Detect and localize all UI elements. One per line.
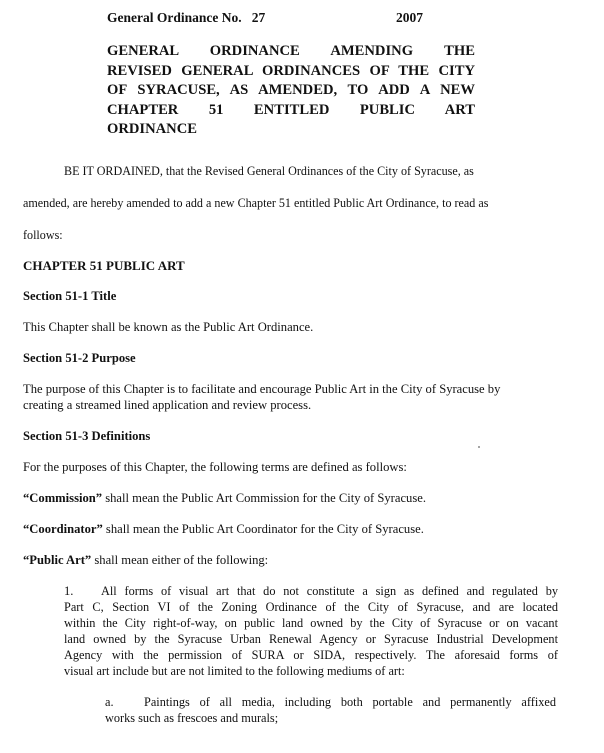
section-heading: Section 51-3 Definitions [23,429,151,443]
list-item-line: land owned by the Syracuse Urban Renewal Agency or Syracuse Industrial Development [64,632,558,646]
list-item-line: Agency with the permission of SURA or SIDA, respectively. The aforesaid forms of [64,648,558,662]
section-heading: Section 51-2 Purpose [23,351,136,365]
definition-coordinator [23,522,424,537]
scan-speck [478,446,480,448]
title-line: REVISED GENERAL ORDINANCES OF THE CITY [107,62,475,79]
definition-public-art [23,553,268,568]
section-body-line: creating a streamed lined application and review process. [23,398,312,412]
chapter-heading: CHAPTER 51 PUBLIC ART [23,258,185,273]
definition-commission [23,491,426,506]
section-body-line: For the purposes of this Chapter, the following terms are defined as follows: [23,460,407,474]
definition-text: shall mean either of the following: [91,553,269,567]
definition-text: shall mean the Public Art Commission for the City of Syracuse. [102,491,426,505]
sub-item-line: Paintings of all media, including both portable and permanently affixed [144,695,556,709]
definition-term: “Commission” [23,491,103,505]
title-line: CHAPTER 51 ENTITLED PUBLIC ART [107,101,475,118]
document-title [107,42,475,140]
sub-item-line: works such as frescoes and murals; [105,711,279,725]
definition-text: shall mean the Public Art Coordinator for the City of Syracuse. [102,522,424,536]
title-line: GENERAL ORDINANCE AMENDING THE [107,43,475,59]
list-item-line: All forms of visual art that do not constitute a sign as defined and regulated by [101,584,558,598]
sub-item-letter: a. [105,695,114,709]
ordinance-number: 27 [251,10,266,25]
ordinance-number-label: General Ordinance No. 27 [107,10,266,25]
list-item-number: 1. [64,584,74,598]
title-line: ORDINANCE [107,121,197,137]
section-body-line: The purpose of this Chapter is to facilitate and encourage Public Art in the City of Syracuse by [23,382,501,396]
definition-term: “Public Art” [23,553,92,567]
list-item-line: within the City right-of-way, on public land owned by the City of Syracuse or on vacant [64,616,558,630]
title-line: OF SYRACUSE, AS AMENDED, TO ADD A NEW [107,82,475,98]
preamble-line: BE IT ORDAINED, that the Revised General Ordinances of the City of Syracuse, as [64,164,474,178]
preamble-line: amended, are hereby amended to add a new Chapter 51 entitled Public Art Ordinance, to read as [23,196,489,210]
list-item-line: visual art include but are not limited to the following mediums of art: [64,664,405,678]
list-item-line: Part C, Section VI of the Zoning Ordinance of the City of Syracuse, and are located [64,600,558,614]
preamble-line: follows: [23,228,63,242]
section-body-line: This Chapter shall be known as the Public Art Ordinance. [23,320,314,334]
definition-term: “Coordinator” [23,522,103,536]
section-heading: Section 51-1 Title [23,289,117,303]
ordinance-year: 2007 [396,10,423,25]
